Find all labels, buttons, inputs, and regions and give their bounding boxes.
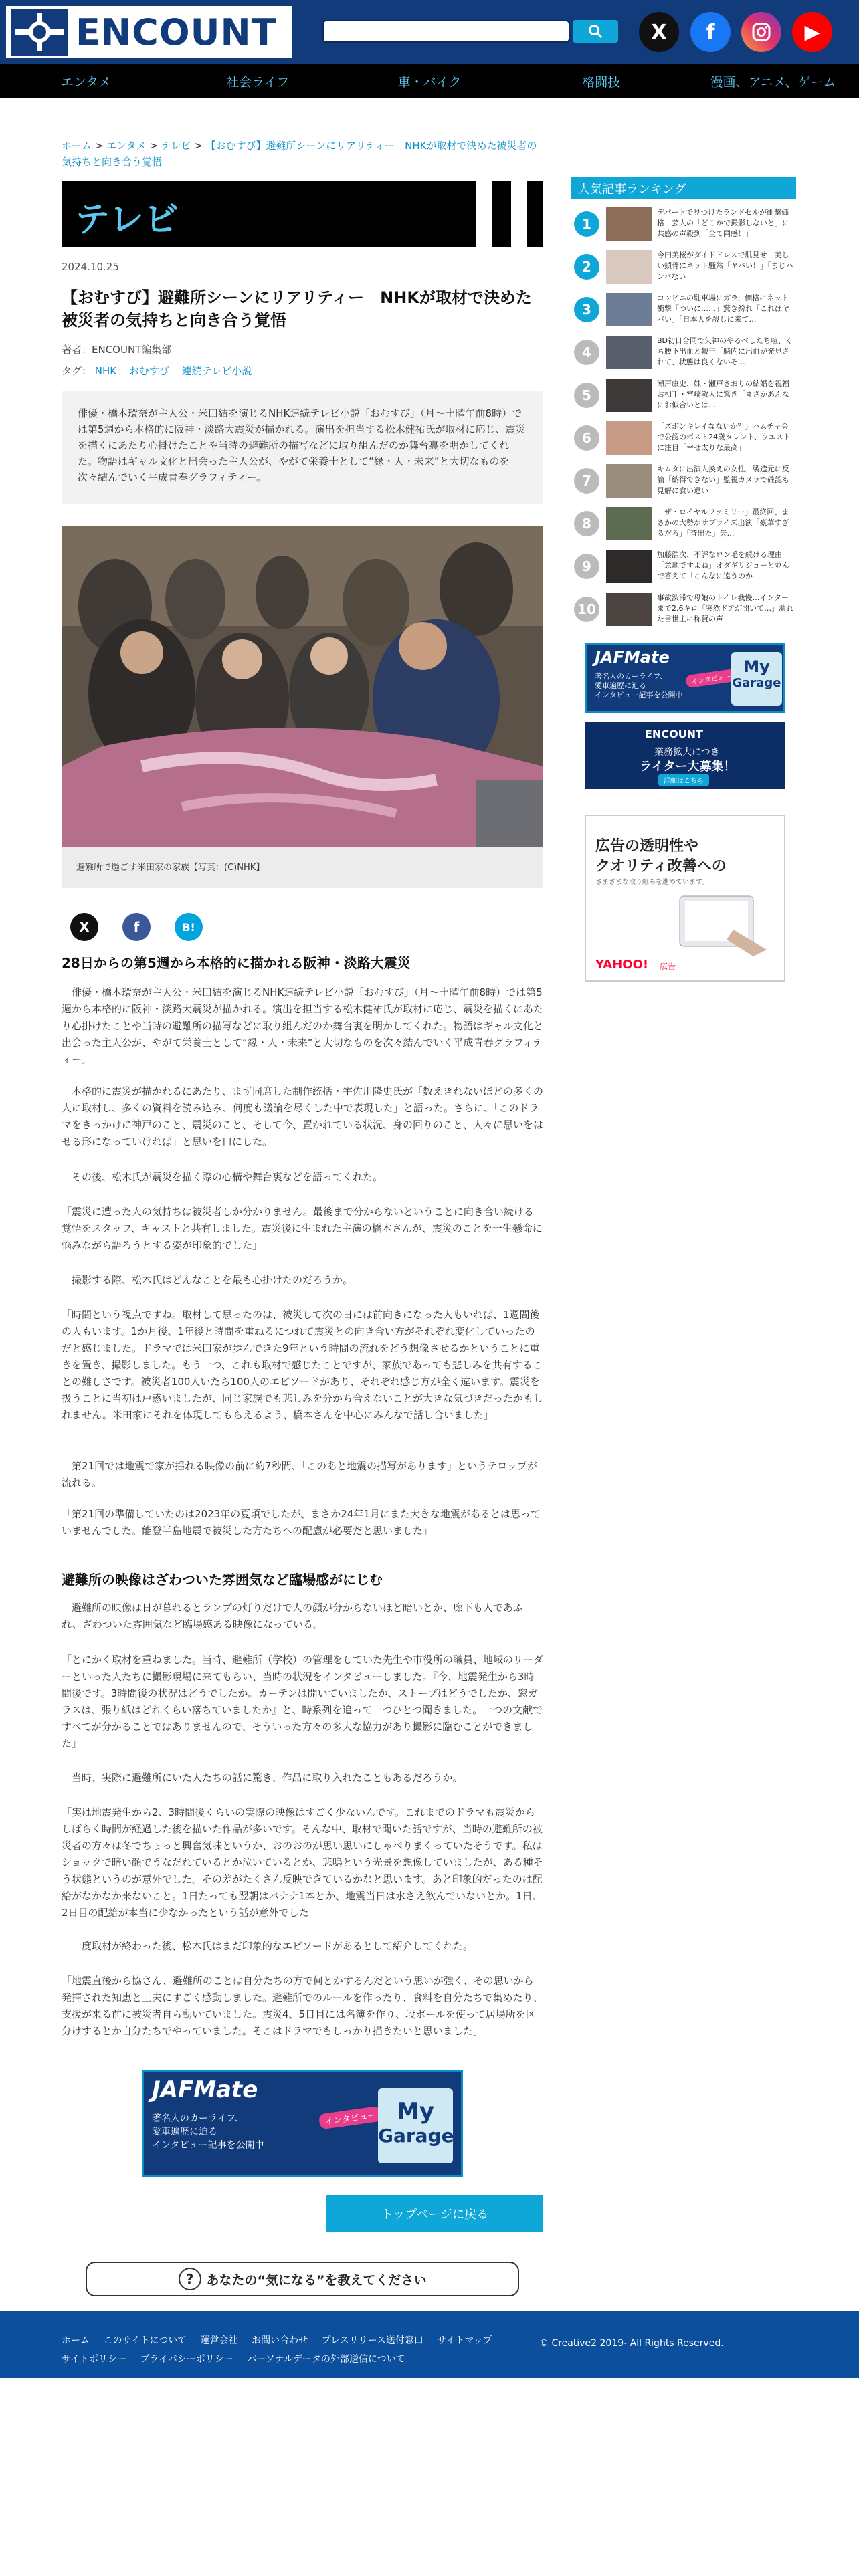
footer-link[interactable]: サイトマップ [437, 2335, 492, 2346]
rank-number: 7 [574, 468, 599, 494]
rank-number: 4 [574, 340, 599, 365]
footer-link[interactable]: プライバシーポリシー [140, 2354, 233, 2365]
category-banner [62, 181, 543, 247]
rank-title: 加藤浩次、不評なロン毛を続ける理由「意地ですよね」オダギリジョーと並んで答えて「こんなに遠うのか [657, 550, 789, 580]
rank-number: 6 [574, 425, 599, 451]
article-lead: 俳優・橋本環奈が主人公・米田結を演じるNHK連続テレビ小説「おむすび」（月〜土曜午前8時）では第5週から本格的に阪神・淡路大震災が描かれる。演出を担当する松木健祐氏が取材に応じ、震災を描くにあたり心掛けたことや当時の避難所の描写などに取り組んだのか舞台裏を明かしてくれた。物語はギャル文化と出会った主人公が、やがて栄養士として“縁・人・未来”と大切なものを次々結んでいく平成青春グラフィティー。 [62, 391, 543, 504]
paragraph: 避難所の映像は日が暮れるとランプの灯りだけで人の顔が分からないほど暗いとか、廊下も人であふれ、ざわついた雰囲気など臨場感ある映像になっている。 [62, 1602, 524, 1630]
ranking-item[interactable] [574, 506, 795, 543]
section-heading: 避難所の映像はざわついた雰囲気など臨場感がにじむ [62, 1572, 383, 1588]
nav-item-fighting[interactable]: 格闘技 [582, 74, 621, 90]
rank-thumbnail [606, 379, 652, 412]
ranking-item[interactable] [574, 206, 795, 243]
encount-logo: ENCOUNT [645, 728, 703, 740]
rank-title: 瀬戸康史、妹・瀬戸さおりの結婚を祝福 お相手・宮崎敏人に驚き「まさかあんなにお似合いとは… [657, 379, 797, 409]
rank-title: コンビニの駐車場にガラ、価格にネット衝撃「ついに……」驚き紛れ「これはヤバい」「日本人を殺しに来て… [657, 294, 789, 324]
banner-text: 著名人のカーライフ、 [152, 2113, 245, 2124]
rank-number: 3 [574, 297, 599, 322]
paragraph: 「震災に遭った人の気持ちは被災者しか分かりません。最後まで分からないということに向き合い続ける覚悟をスタッフ、キャストと共有しました。震災後に生まれた主演の橋本さんが、震災のことを一生懸命に悩みながら語ろうとする姿が印象的でした」 [62, 1206, 543, 1251]
copyright: © Creative2 2019- All Rights Reserved. [539, 2338, 724, 2349]
footer-links [62, 2331, 530, 2369]
writer-recruit-banner[interactable] [585, 722, 785, 789]
tag-nhk[interactable]: NHK [94, 365, 117, 377]
decorative-bar [476, 181, 492, 247]
sidebar-jafmate-banner[interactable] [585, 643, 785, 713]
search-input[interactable] [322, 20, 570, 43]
site-footer [0, 2311, 859, 2378]
breadcrumb [62, 138, 543, 170]
jafmate-logo: JAFMate [152, 2076, 258, 2103]
rank-thumbnail [606, 336, 652, 369]
rank-number: 1 [574, 211, 599, 237]
rank-thumbnail [606, 507, 652, 540]
recruit-detail-button[interactable]: 詳細はこちら [658, 774, 709, 786]
article-tags [62, 364, 261, 378]
tag-omusubi[interactable]: おむすび [128, 365, 169, 377]
ad-heading: クオリティ改善への [595, 858, 727, 875]
feedback-button[interactable] [86, 2262, 519, 2296]
article-date: 2024.10.25 [62, 261, 119, 273]
rank-thumbnail [606, 250, 652, 284]
rank-title: 事故渋滞で母娘のトイレ我慢…インターまで2.6キロ「突然ドアが開いて…」潰れた書世主に称賛の声 [657, 593, 794, 623]
interview-badge: インタビュー [318, 2106, 383, 2130]
nav-item-manga-anime-game[interactable]: 漫画、アニメ、ゲーム [710, 74, 836, 90]
paragraph: 「とにかく取材を重ねました。当時、避難所（学校）の管理をしていた先生や市役所の職員、地域のリーダーといった人たちに撮影現場に来てもらい、当時の状況をインタビューしました。『今、地震発生から3時間後です。3時間後の状況はどうでしたか。カーテンは開いていましたか、ストーブはどうでしたか、窓ガラスは、張り紙はどれくらい落ちていましたか』と、時系列を追って一つひとつ聞きました。一つの文献ですべてが分かることではありませんので、そういった方々の多大な協力があり撮影に臨むことができました」 [62, 1654, 544, 1749]
ranking-item[interactable] [574, 334, 795, 372]
ranking-heading: 人気記事ランキング [571, 177, 796, 199]
my-garage-logo: My Garage [378, 2088, 453, 2163]
site-logo[interactable] [4, 4, 294, 60]
banner-text: 愛車遍歴に迫る [595, 681, 646, 690]
nav-item-entame[interactable]: エンタメ [60, 74, 112, 90]
yahoo-logo: YAHOO! [595, 958, 649, 972]
yahoo-ad-banner[interactable] [585, 815, 785, 982]
banner-text: 著名人のカーライフ、 [595, 672, 668, 681]
rank-number: 2 [574, 254, 599, 280]
paragraph: 「第21回の準備していたのは2023年の夏頃でしたが、まさか24年1月にまた大きな地震があるとは思っていませんでした。能登半島地震で被災した方たちへの配慮が必要だと思いました」 [62, 1508, 541, 1537]
rank-thumbnail [606, 207, 652, 241]
ad-subtext: さまざまな取り組みを進めています。 [595, 879, 709, 886]
ranking-item[interactable] [574, 591, 795, 629]
paragraph: 「実は地震発生から2、3時間後くらいの実際の映像はすごく少ないんです。これまでのドラマも震災からしばらく時間が経過した後を描いた作品が多いです。そんな中、取材で聞いた話ですが、当時の避難所の被災者の方々は冬でちょっと興奮気味というか、おのおのが思い思いにしゃべりまくっていたそうです。私はショックで暗い顔でうなだれているとか泣いているとか、悲鳴という光景を想像していましたが、ある種そう状態というのが意外でした。その差がたくさん反映できているかなと思います。あと印象的だったのは配給がなかなか来ないこと。1日たっても翌朝はバナナ1本とか、地震当日は水さえ飲んでいないとか。1日、2日目の配給が本当に少なかったという話が意外でした」 [62, 1806, 543, 1919]
instagram-icon[interactable] [741, 12, 781, 52]
rank-number: 9 [574, 554, 599, 579]
footer-link[interactable]: パーソナルデータの外部送信について [247, 2354, 405, 2365]
paragraph: 撮影する際、松木氏はどんなことを最も心掛けたのだろうか。 [62, 1274, 353, 1286]
rank-thumbnail [606, 593, 652, 626]
section-heading: 28日からの第5週から本格的に描かれる阪神・淡路大震災 [62, 955, 411, 971]
main-nav [0, 64, 859, 98]
nav-item-car-bike[interactable]: 車・バイク [397, 74, 462, 90]
breadcrumb-current[interactable]: 【おむすび】避難所シーンにリアリティー NHKが取材で決めた被災者の気持ちと向き合う覚悟 [62, 140, 537, 168]
ranking-item[interactable] [574, 420, 795, 457]
ranking-item[interactable] [574, 292, 795, 329]
ranking-item[interactable] [574, 463, 795, 500]
ranking-item[interactable] [574, 249, 795, 286]
breadcrumb-sep: > [149, 140, 158, 152]
search-button[interactable] [573, 20, 618, 43]
ranking-item[interactable] [574, 548, 795, 586]
photo-caption: 避難所で過ごす米田家の家族【写真：(C)NHK】 [62, 847, 543, 888]
article-photo [62, 526, 543, 847]
banner-text: インタビュー記事を公開中 [152, 2140, 264, 2151]
breadcrumb-entame[interactable]: エンタメ [106, 140, 147, 152]
youtube-icon[interactable]: ▶ [792, 12, 832, 52]
rank-title: キムタに出演人換えの女性、製造元に反論「納得できない」監視カメラで確認も見解に食い違い [657, 465, 789, 495]
back-to-top-button[interactable]: トップページに戻る [326, 2195, 543, 2232]
ad-heading: 広告の透明性や [595, 838, 699, 855]
interview-badge: インタビュー [685, 669, 737, 688]
breadcrumb-tv[interactable]: テレビ [161, 140, 191, 152]
rank-title: デパートで見つけたランドセルが衝撃価格 芸人の「どこかで撮影しないと」に共感の声殺到「全て同感！」 [657, 208, 789, 238]
footer-link[interactable]: 運営会社 [200, 2335, 238, 2346]
banner-text: 愛車遍歴に迫る [152, 2127, 217, 2137]
share-x-icon[interactable]: X [70, 913, 98, 941]
tag-asadora[interactable]: 連続テレビ小説 [181, 365, 252, 377]
nav-item-social-life[interactable]: 社会ライフ [226, 74, 290, 90]
jafmate-banner[interactable] [142, 2070, 463, 2177]
rank-thumbnail [606, 293, 652, 326]
share-hatena-icon[interactable]: B! [175, 913, 203, 941]
my-garage-logo: My Garage [731, 652, 782, 706]
share-facebook-icon[interactable]: f [122, 913, 151, 941]
paragraph: 当時、実際に避難所にいた人たちの話に驚き、作品に取り入れたこともあるだろうか。 [62, 1772, 463, 1784]
rank-title: 「ザ・ロイヤルファミリー」最終回、まさかの大勢がサプライズ出演「豪華すぎるだろ」「斉出た」矢… [657, 508, 789, 538]
rank-thumbnail [606, 464, 652, 498]
article-title: 【おむすび】避難所シーンにリアリティー NHKが取材で決めた被災者の気持ちと向き合う覚悟 [62, 288, 532, 330]
category-label: テレビ [75, 200, 179, 240]
breadcrumb-sep: > [94, 140, 104, 152]
rank-thumbnail [606, 550, 652, 583]
rank-number: 8 [574, 511, 599, 536]
ranking-item[interactable] [574, 377, 795, 415]
footer-link[interactable]: サイトポリシー [62, 2354, 127, 2365]
yahoo-logo-sub: 広告 [660, 962, 676, 971]
paragraph: 「地震直後から協さん、避難所のことは自分たちの方で何とかするんだという思いが強く、その思いから発揮された知恵と工夫にすごく感動しました。避難所でのルールを作ったり、食料を自分たちで集めたり、支援が来る前に被災者自ら動いていました。震災4、5日目には名簿を作り、段ボールを使って居場所を区分けするとか自分たちでやっていました。そこはドラマでもしっかり描きたいと思いました」 [62, 1975, 543, 2037]
site-header [0, 0, 859, 64]
breadcrumb-home[interactable]: ホーム [62, 140, 92, 152]
tablet-hand-icon [666, 889, 773, 956]
article-author: 著者：ENCOUNT編集部 [62, 344, 172, 356]
rank-title: 今田美桜がダイドドレスで肌見せ 美しい鎖骨にネット騒然「ヤバい！」「まじハンパない」 [657, 251, 793, 281]
question-icon: ? [179, 2268, 201, 2290]
banner-text: インタビュー記事を公開中 [595, 691, 683, 700]
rank-thumbnail [606, 421, 652, 455]
paragraph: 第21回では地震で家が揺れる映像の前に約7秒間、「このあと地震の描写があります」というテロップが流れる。 [62, 1460, 537, 1489]
decorative-bar [511, 181, 527, 247]
recruit-text: ライター大募集！ [640, 760, 736, 774]
footer-link[interactable]: プレスリリース送付窓口 [321, 2335, 423, 2346]
paragraph: 「時間という視点ですね。取材して思ったのは、被災して次の日には前向きになった人もいれば、1週間後の人もいます。1か月後、1年後と時間を重ねるにつれて震災との向き合い方がそれぞれ変化していったのだと感じました。ドラマでは米田家が歩んできた9年という時間の流れをどう想像させるかということに重きを置き、撮影しました。もう一つ、これも取材で感じたことですが、家族であっても悲しみを共有することの難しさです。被災者100人いたら100人のエピソードがあり、それぞれ感じ方が全く違います。震災を扱うことに当初は戸惑いましたが、同じ家族でも悲しみを分かち合えないことが大きな気づきだったかもしれません。米田家にそれを体現してもらえるよう、橋本さんを中心にみんなで話し合いました」 [62, 1309, 544, 1421]
paragraph: その後、松木氏が震災を描く際の心構や舞台裏などを語ってくれた。 [62, 1171, 383, 1183]
paragraph: 本格的に震災が描かれるにあたり、まず同席した制作統括・宇佐川隆史氏が「数えきれないほどの多くの人に取材し、多くの資料を読み込み、何度も議論を尽くした中で表現した」と語った。さらに、「このドラマをきっかけに神戸のこと、震災のこと、そして今、置かれている状況、身の回りのこと、人々に思いをはせる形になっていければ」と思いを口にした。 [62, 1085, 544, 1148]
logo-crosshair-icon [11, 9, 68, 56]
breadcrumb-sep: > [194, 140, 203, 152]
paragraph: 俳優・橋本環奈が主人公・米田結を演じるNHK連続テレビ小説「おむすび」（月〜土曜午前8時）では第5週から本格的に阪神・淡路大震災が描かれる。演出を担当する松木健祐氏が取材に応じ、震災を描くにあたり心掛けたことや当時の避難所の描写などに取り組んだのか舞台裏を明かしてくれた。物語はギャル文化と出会った主人公が、やがて栄養士として“縁・人・未来”と大切なものを次々結んでいく平成青春グラフィティー。 [62, 986, 544, 1065]
recruit-text: 業務拡大につき [654, 747, 720, 758]
logo-text: ENCOUNT [76, 11, 277, 53]
rank-title: BD初日合同で矢神のやるべしたち喧、くち腰下出血と報告「脳内に出血が発見されて、状態は良くないそ… [657, 336, 793, 366]
tags-label: タグ： [62, 365, 92, 377]
search-icon [588, 24, 603, 39]
rank-title: 「ズボンキレイなないか？」ハムチャ会で公認のポスト24歳タレント、ウエストに注目「幸せ太りな最高」 [657, 422, 791, 452]
jafmate-logo: JAFMate [595, 648, 670, 667]
footer-link[interactable]: ホーム [62, 2335, 90, 2346]
footer-link[interactable]: このサイトについて [103, 2335, 187, 2346]
footer-link[interactable]: お問い合わせ [252, 2335, 308, 2346]
x-icon[interactable]: X [639, 12, 679, 52]
rank-number: 5 [574, 383, 599, 408]
facebook-icon[interactable]: f [690, 12, 731, 52]
rank-number: 10 [574, 597, 599, 622]
paragraph: 一度取材が終わった後、松木氏はまだ印象的なエピソードがあるとして紹介してくれた。 [62, 1940, 473, 1952]
feedback-label: あなたの“気になる”を教えてください [206, 2272, 427, 2288]
